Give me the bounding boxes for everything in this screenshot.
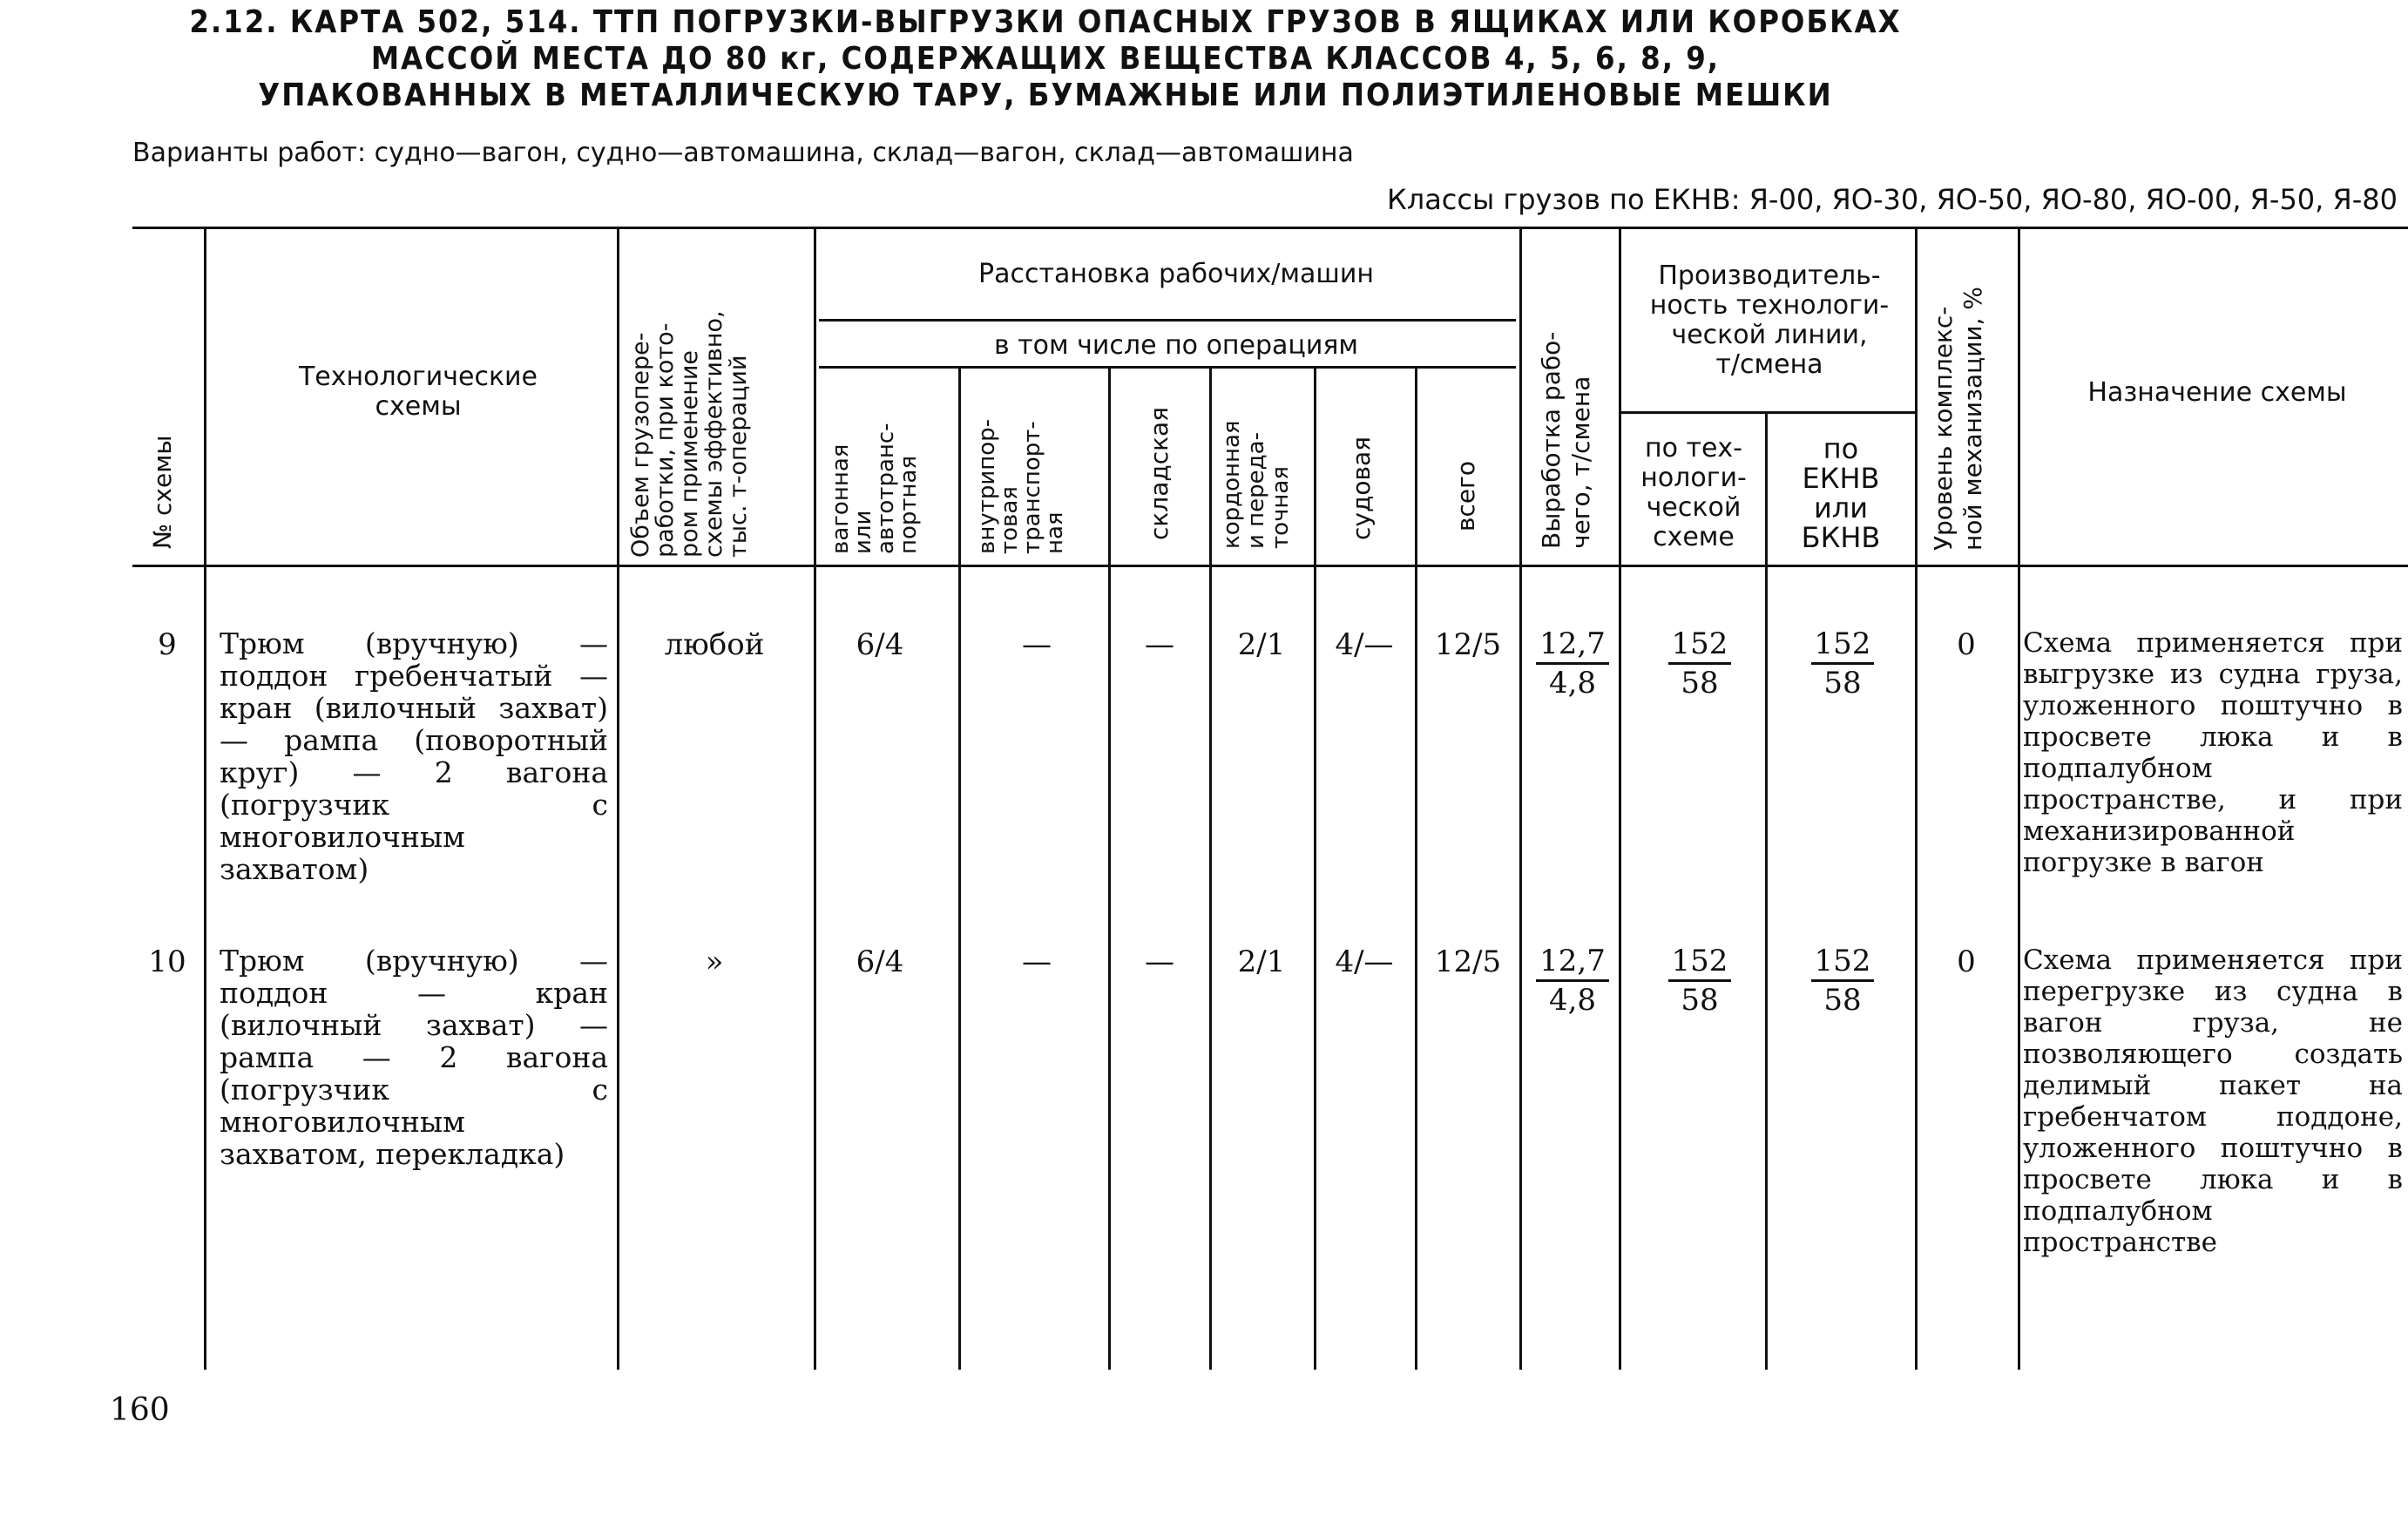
- row-scheme: Трюм (вручную) — поддон — кран (вилочный захват) — рампа — 2 вагона (погрузчик с многовилочным захватом, перекладка): [220, 944, 608, 1171]
- col-header-placement: Расстановка рабочих/машин: [978, 259, 1374, 289]
- work-variants: Варианты работ: судно—вагон, судно—автомашина, склад—вагон, склад—автомашина: [132, 138, 1354, 168]
- row-output: [1533, 626, 1612, 701]
- row-scheme: Трюм (вручную) — поддон гребенчатый — кран (вилочный захват) — рампа (поворотный круг) — 2 вагона (погрузчик с многовилочным захватом): [220, 626, 608, 886]
- row-output-den: 4,8: [1548, 983, 1597, 1018]
- cargo-classes: Классы грузов по ЕКНВ: Я-00, ЯО-30, ЯО-50, ЯО-80, ЯО-00, Я-50, Я-80: [1387, 183, 2398, 216]
- row-output-num: 12,7: [1536, 626, 1609, 665]
- row-volume: »: [705, 944, 724, 979]
- row-output-den: 4,8: [1548, 666, 1597, 701]
- row-cordon: 2/1: [1237, 627, 1286, 662]
- page-number: 160: [110, 1392, 170, 1428]
- col-header-purpose: Назначение схемы: [2087, 377, 2347, 408]
- row-prod-ekhb: [1803, 626, 1882, 701]
- row-prod-ekhb-den: 58: [1823, 666, 1862, 701]
- row-prod-tech-num: 152: [1668, 943, 1732, 982]
- row-number: 9: [158, 627, 177, 662]
- page-title-line1: 2.12. КАРТА 502, 514. ТТП ПОГРУЗКИ-ВЫГРУЗКИ ОПАСНЫХ ГРУЗОВ В ЯЩИКАХ ИЛИ КОРОБКАХ: [189, 4, 1902, 40]
- col-header-productivity: Производитель- ность технологи- ческой линии, т/смена: [1649, 261, 1890, 380]
- col-header-by-operations: в том числе по операциям: [993, 330, 1359, 361]
- row-ship: 4/—: [1335, 627, 1394, 662]
- row-output: [1533, 943, 1612, 1019]
- row-cordon: 2/1: [1237, 944, 1286, 979]
- row-total: 12/5: [1434, 627, 1502, 662]
- col-header-mechanization: Уровень комплекс- ной механизации, %: [1929, 286, 1987, 551]
- col-header-volume: Объем грузопере- работки, при кото- ром применение схемы эффективно, тыс. т-операций: [627, 310, 752, 558]
- row-ship: 4/—: [1335, 944, 1394, 979]
- col-header-cordon: кордонная и переда- точная: [1219, 420, 1294, 549]
- col-header-wagon: вагонная или автотранс- портная: [828, 423, 922, 554]
- page-title-line2: МАССОЙ МЕСТА ДО 80 кг, СОДЕРЖАЩИХ ВЕЩЕСТВА КЛАССОВ 4, 5, 6, 8, 9,: [370, 41, 1721, 77]
- row-prod-tech: [1661, 943, 1739, 1019]
- row-wagon: 6/4: [856, 627, 904, 662]
- row-warehouse: —: [1145, 944, 1174, 979]
- row-purpose: Схема применяется при выгрузке из судна груза, уложенного поштучно в просвете люка и в подпалубном пространстве, и при механизированной погрузке в вагон: [2023, 627, 2403, 878]
- col-header-internal: внутрипор- товая транспорт- ная: [974, 418, 1068, 554]
- row-purpose: Схема применяется при перегрузке из судна в вагон груза, не позволяющего создать делимый пакет на гребенчатом поддоне, уложенного поштучно в просвете люка и в подпалубном пространстве: [2023, 944, 2403, 1258]
- col-header-prod-ekhb: по ЕКНВ или БКНВ: [1801, 432, 1881, 554]
- col-header-total: всего: [1451, 461, 1480, 531]
- row-mechanization: 0: [1957, 944, 1976, 979]
- row-prod-ekhb-num: 152: [1811, 626, 1875, 665]
- row-prod-tech: [1661, 626, 1739, 701]
- col-header-prod-tech: по тех- нологи- ческой схеме: [1640, 433, 1747, 552]
- row-internal: —: [1022, 944, 1052, 979]
- row-prod-tech-den: 58: [1681, 666, 1719, 701]
- row-total: 12/5: [1434, 944, 1502, 979]
- col-header-warehouse: складская: [1145, 406, 1174, 540]
- row-mechanization: 0: [1957, 627, 1976, 662]
- row-prod-tech-den: 58: [1681, 983, 1719, 1018]
- row-internal: —: [1022, 627, 1052, 662]
- row-prod-ekhb-num: 152: [1811, 943, 1875, 982]
- col-header-schemes: Технологические схемы: [298, 362, 538, 422]
- row-warehouse: —: [1145, 627, 1174, 662]
- row-prod-ekhb: [1803, 943, 1882, 1019]
- col-header-ship: судовая: [1347, 437, 1376, 540]
- page-title-line3: УПАКОВАННЫХ В МЕТАЛЛИЧЕСКУЮ ТАРУ, БУМАЖНЫЕ ИЛИ ПОЛИЭТИЛЕНОВЫЕ МЕШКИ: [258, 78, 1833, 113]
- row-number: 10: [148, 944, 186, 979]
- col-header-no: № схемы: [148, 435, 177, 549]
- row-wagon: 6/4: [856, 944, 904, 979]
- row-volume: любой: [664, 627, 765, 662]
- row-prod-ekhb-den: 58: [1823, 983, 1862, 1018]
- row-output-num: 12,7: [1536, 943, 1609, 982]
- col-header-output: Выработка рабо- чего, т/смена: [1537, 331, 1595, 549]
- row-prod-tech-num: 152: [1668, 626, 1732, 665]
